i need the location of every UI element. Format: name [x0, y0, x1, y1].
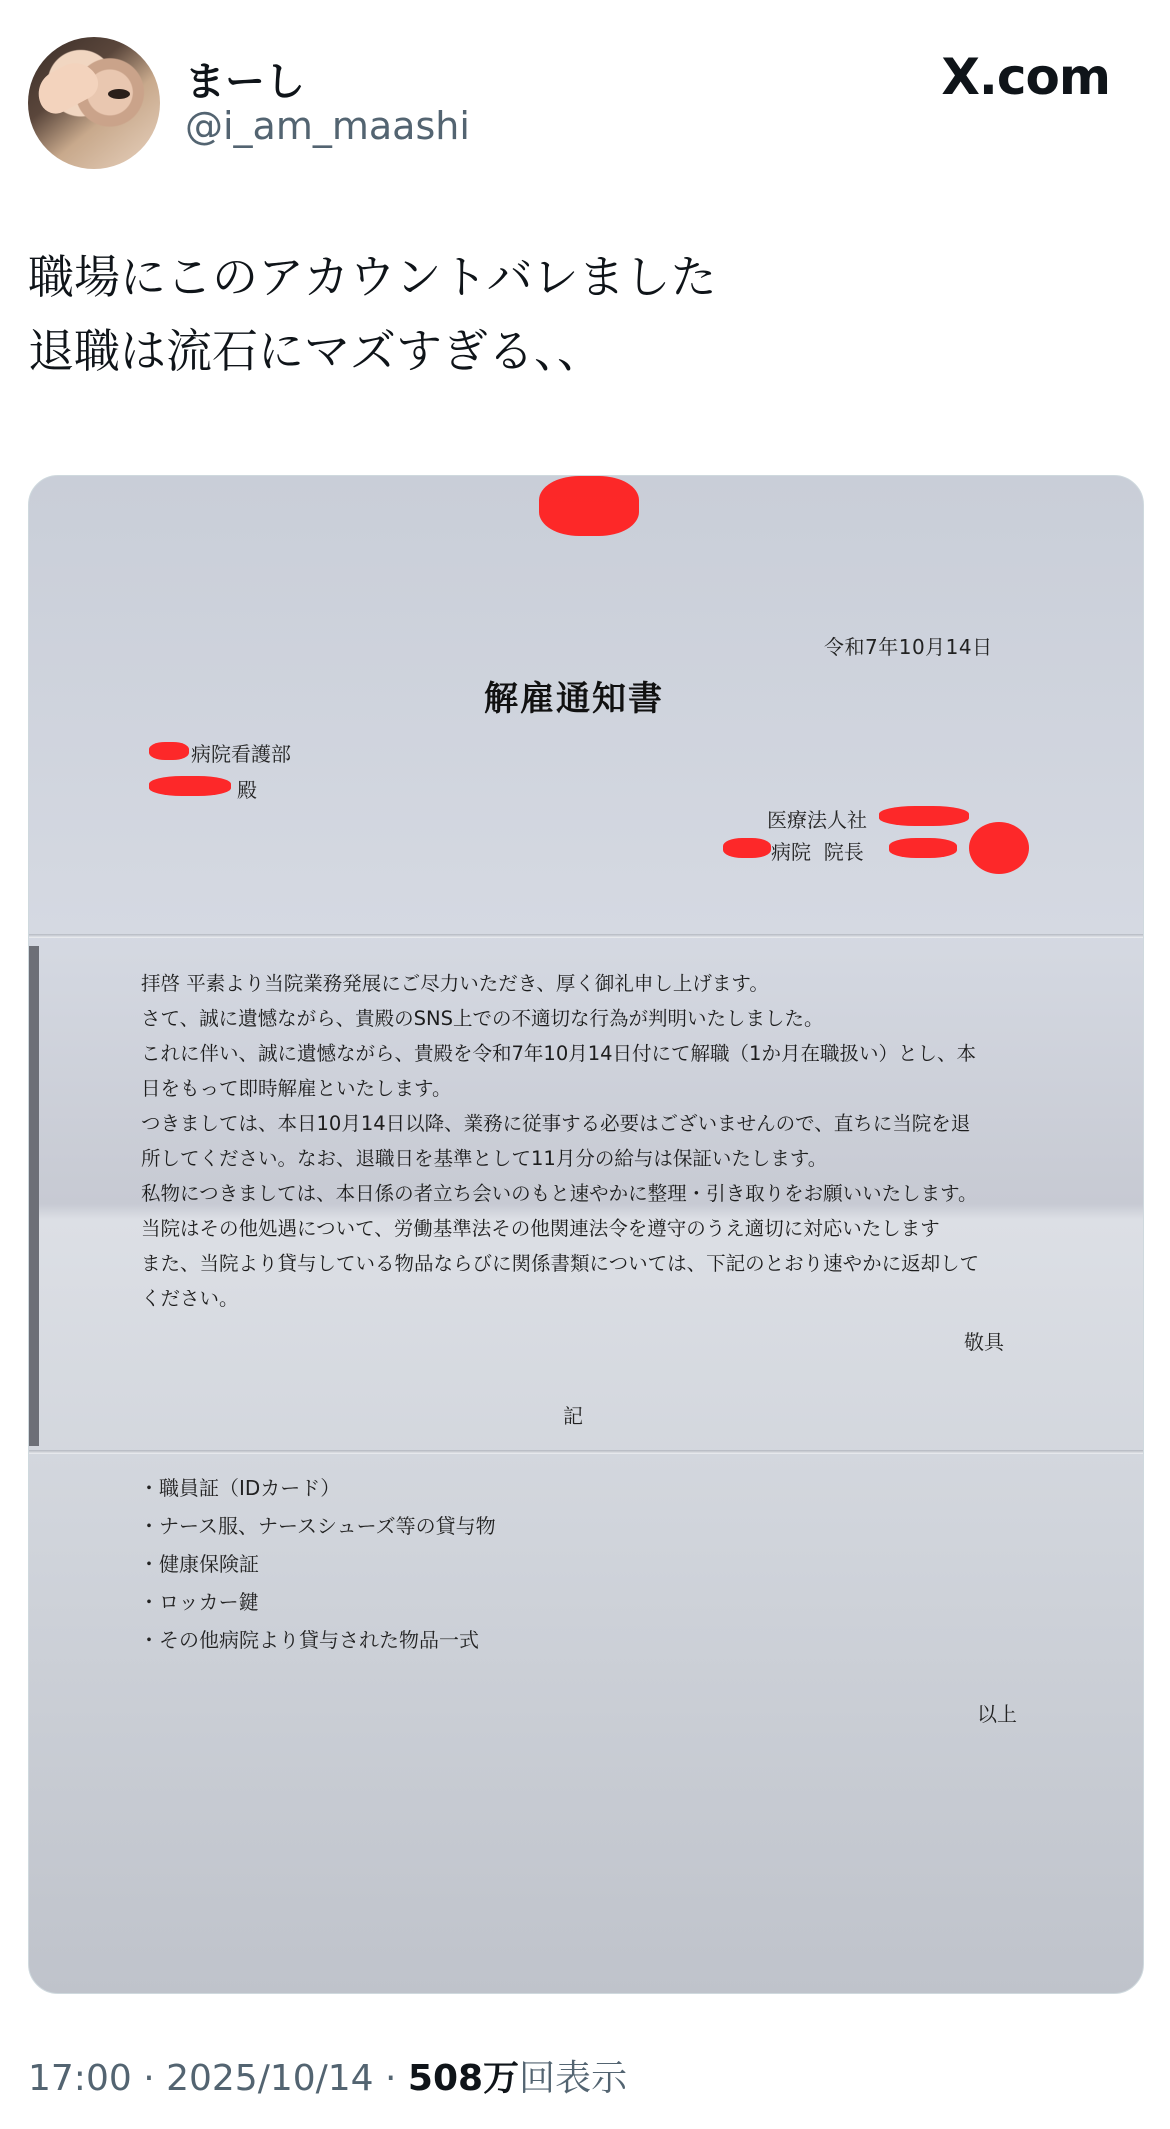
tweet-line: 退職は流石にマズすぎる、、: [28, 324, 603, 378]
tweet-media-image[interactable]: [28, 475, 1144, 1994]
timestamp[interactable]: 17:00 · 2025/10/14 ·: [28, 2058, 408, 2099]
body-line: ください。: [141, 1287, 239, 1310]
recipient-department: 病院看護部: [191, 742, 291, 766]
body-line: また、当院より貸与している物品ならびに関係書類については、下記のとおり速やかに返却して: [141, 1252, 980, 1275]
ki-heading: 記: [563, 1404, 583, 1428]
return-items-list: [139, 1469, 496, 1659]
tweet-text: [28, 240, 1128, 388]
paper-edge-shadow: [29, 946, 39, 1446]
paper-fold: [29, 1450, 1143, 1454]
closing-ijou: 以上: [977, 1702, 1017, 1726]
view-count: 508万: [407, 2058, 520, 2099]
tweet-line: 職場にこのアカウントバレました: [28, 250, 717, 304]
document-title: 解雇通知書: [484, 679, 664, 719]
x-logo: X.com: [941, 48, 1110, 106]
document-date: 令和7年10月14日: [824, 635, 993, 659]
red-seal-redaction: [969, 822, 1029, 874]
avatar-eye-shape: [108, 89, 130, 99]
closing-keigu: 敬具: [964, 1330, 1004, 1354]
body-line: 私物につきましては、本日係の者立ち会いのもと速やかに整理・引き取りをお願いいたします。: [141, 1182, 978, 1205]
avatar-hand-shape: [30, 55, 104, 119]
body-line: つきましては、本日10月14日以降、業務に従事する必要はございませんので、直ちに当院を退: [141, 1112, 971, 1135]
tweet-meta: [28, 2050, 627, 2101]
user-handle[interactable]: @i_am_maashi: [185, 104, 470, 148]
list-item: ・その他病院より貸与された物品一式: [139, 1628, 479, 1652]
dismissal-notice-document: [29, 476, 1143, 1993]
list-item: ・ナース服、ナースシューズ等の貸与物: [139, 1514, 496, 1538]
view-count-label: 回表示: [519, 2058, 628, 2099]
list-item: ・健康保険証: [139, 1552, 259, 1576]
red-redaction-mark: [723, 838, 771, 858]
avatar[interactable]: [28, 37, 160, 169]
body-line: 拝啓 平素より当院業務発展にご尽力いただき、厚く御礼申し上げます。: [141, 972, 769, 995]
tweet-header: [0, 0, 1170, 200]
paper-fold: [29, 934, 1143, 938]
red-redaction-mark: [539, 476, 639, 536]
body-line: 日をもって即時解雇といたします。: [141, 1077, 452, 1100]
red-redaction-mark: [889, 838, 957, 858]
display-name[interactable]: まーし: [185, 59, 305, 105]
list-item: ・職員証（IDカード）: [139, 1476, 341, 1500]
red-redaction-mark: [149, 776, 231, 796]
document-body: [141, 966, 1041, 1316]
body-line: 所してください。なお、退職日を基準として11月分の給与は保証いたします。: [141, 1147, 828, 1170]
body-line: これに伴い、誠に遺憾ながら、貴殿を令和7年10月14日付にて解職（1か月在職扱い）とし、本: [141, 1042, 976, 1065]
list-item: ・ロッカー鍵: [139, 1590, 259, 1614]
red-redaction-mark: [149, 742, 189, 760]
sender-organization: 医療法人社: [767, 808, 867, 832]
body-line: さて、誠に遺憾ながら、貴殿のSNS上での不適切な行為が判明いたしました。: [141, 1007, 824, 1030]
recipient-suffix: 殿: [237, 778, 257, 802]
red-redaction-mark: [879, 806, 969, 826]
sender-hospital: 病院 院長: [771, 840, 864, 864]
body-line: 当院はその他処遇について、労働基準法その他関連法令を遵守のうえ適切に対応いたします: [141, 1217, 940, 1240]
